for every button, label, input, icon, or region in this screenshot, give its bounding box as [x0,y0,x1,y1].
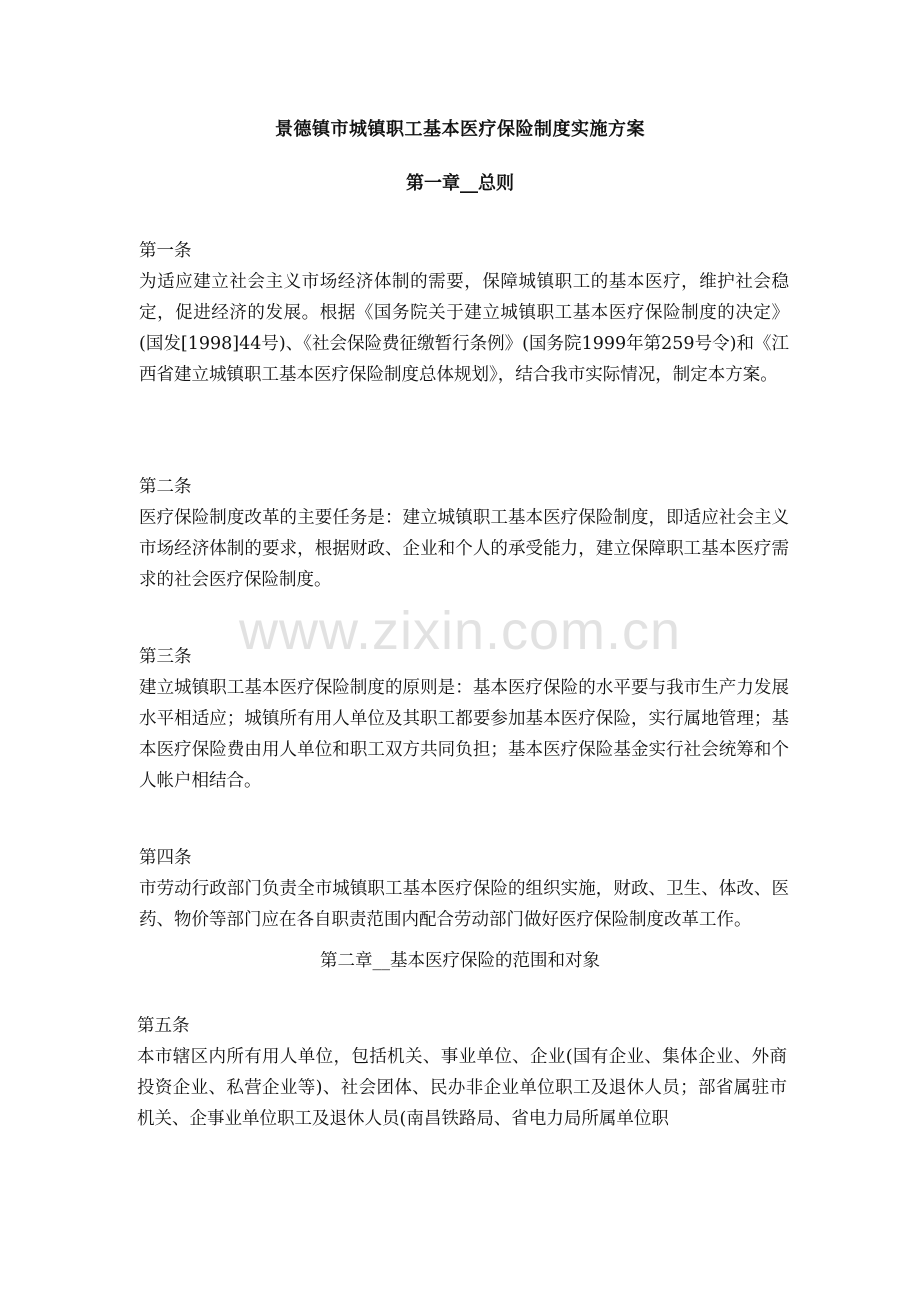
article-4 [139,843,789,936]
chapter-1-heading: 第一章__总则 [406,173,514,194]
chapter-2-heading: 第二章__基本医疗保险的范围和对象 [320,951,600,971]
article-1 [139,236,789,391]
watermark: www.zixin.com.cn [238,601,682,661]
article-body: 医疗保险制度改革的主要任务是：建立城镇职工基本医疗保险制度，即适应社会主义市场经济体制的要求，根据财政、企业和个人的承受能力，建立保障职工基本医疗需求的社会医疗保险制度。 [139,508,789,590]
article-heading: 第四条 [139,848,192,868]
article-body: 为适应建立社会主义市场经济体制的需要，保障城镇职工的基本医疗，维护社会稳定，促进经济的发展。根据《国务院关于建立城镇职工基本医疗保险制度的决定》(国发[1998]44号)、《社会保险费征缴暂行条例》(国务院1999年第259号令)和《江西省建立城镇职工基本医疗保险制度总体规划》，结合我市实际情况，制定本方案。 [139,272,789,385]
article-body: 建立城镇职工基本医疗保险制度的原则是：基本医疗保险的水平要与我市生产力发展水平相适应；城镇所有用人单位及其职工都要参加基本医疗保险，实行属地管理；基本医疗保险费由用人单位和职工双方共同负担；基本医疗保险基金实行社会统筹和个人帐户相结合。 [139,678,789,791]
article-body: 市劳动行政部门负责全市城镇职工基本医疗保险的组织实施，财政、卫生、体改、医药、物价等部门应在各自职责范围内配合劳动部门做好医疗保险制度改革工作。 [139,879,789,930]
article-heading: 第一条 [139,241,192,261]
article-2 [139,472,789,596]
article-5 [137,1011,787,1135]
document-title: 景德镇市城镇职工基本医疗保险制度实施方案 [275,119,645,140]
article-body: 本市辖区内所有用人单位，包括机关、事业单位、企业(国有企业、集体企业、外商投资企业、私营企业等)、社会团体、民办非企业单位职工及退休人员；部省属驻市机关、企事业单位职工及退休人员(南昌铁路局、省电力局所属单位职 [137,1047,787,1129]
article-heading: 第二条 [139,477,192,497]
article-3 [139,642,789,797]
article-heading: 第三条 [139,647,192,667]
article-heading: 第五条 [137,1016,190,1036]
